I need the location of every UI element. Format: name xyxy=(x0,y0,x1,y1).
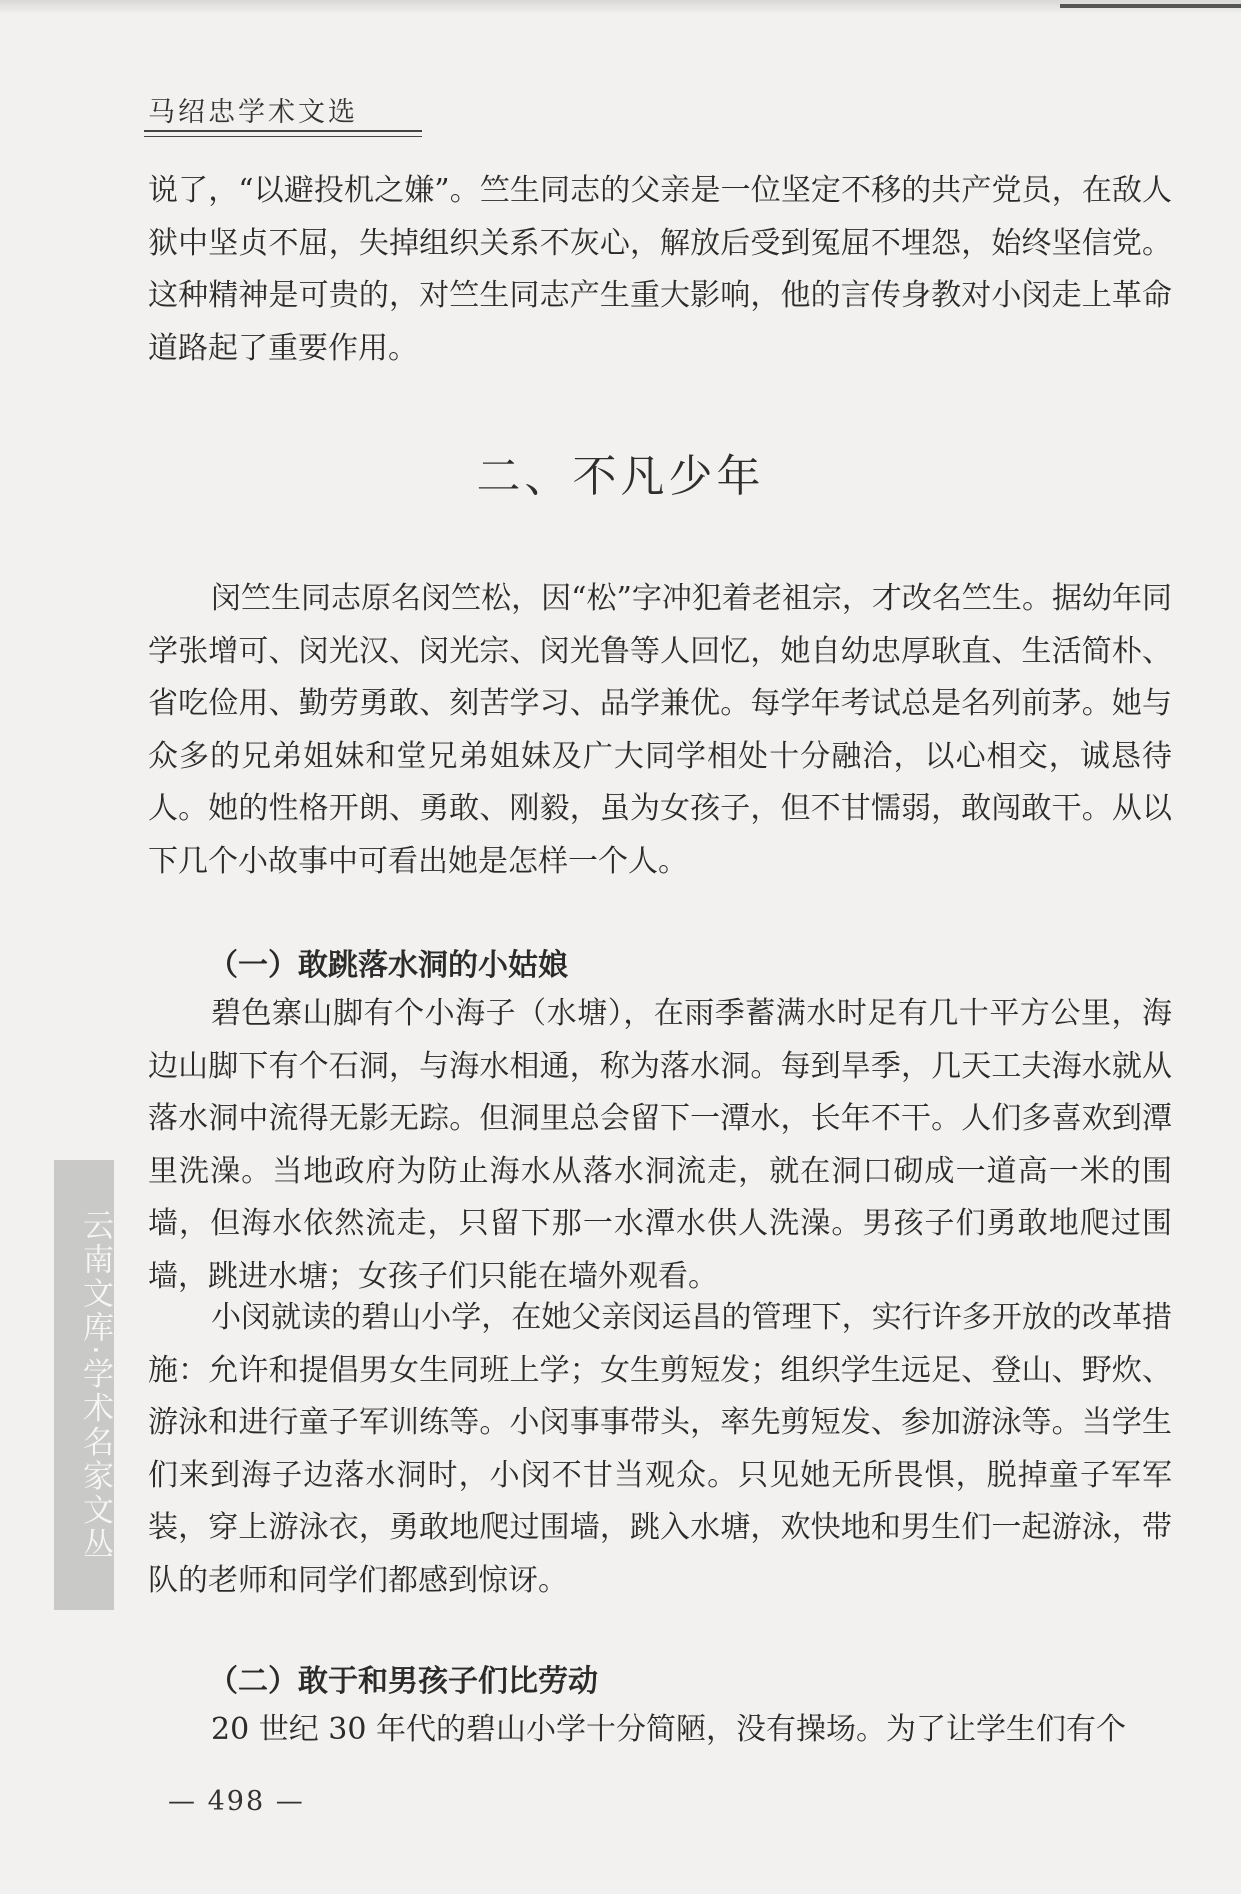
side-tab xyxy=(54,1160,114,1610)
page-top-shadow xyxy=(0,0,1241,14)
paragraph-intro: 闵竺生同志原名闵竺松，因“松”字冲犯着老祖宗，才改名竺生。据幼年同学张增可、闵光汉、闵光宗、闵光鲁等人回忆，她自幼忠厚耿直、生活简朴、省吃俭用、勤劳勇敢、刻苦学习、品学兼优。每学年考试总是名列前茅。她与众多的兄弟姐妹和堂兄弟姐妹及广大同学相处十分融洽，以心相交，诚恳待人。她的性格开朗、勇敢、刚毅，虽为女孩子，但不甘懦弱，敢闯敢干。从以下几个小故事中可看出她是怎样一个人。 xyxy=(148,581,1172,879)
section-title: 二、不凡少年 xyxy=(476,451,765,502)
header-rule xyxy=(144,130,422,132)
page-number: — 498 — xyxy=(168,1786,305,1817)
paragraph-story2: 20 世纪 30 年代的碧山小学十分简陋，没有操场。为了让学生们有个 xyxy=(211,1712,1126,1747)
subheading-1: （一）敢跳落水洞的小姑娘 xyxy=(208,948,568,983)
paragraph-story1-a: 碧色寨山脚有个小海子（水塘），在雨季蓄满水时足有几十平方公里，海边山脚下有个石洞，与海水相通，称为落水洞。每到旱季，几天工夫海水就从落水洞中流得无影无踪。但洞里总会留下一潭水，长年不干。人们多喜欢到潭里洗澡。当地政府为防止海水从落水洞流走，就在洞口砌成一道高一米的围墙，但海水依然流走，只留下那一水潭水供人洗澡。男孩子们勇敢地爬过围墙，跳进水塘；女孩子们只能在墙外观看。 xyxy=(148,996,1172,1294)
side-tab-text: 云南文库·学术名家文丛 xyxy=(77,1208,113,1562)
paragraph-continued: 说了，“以避投机之嫌”。竺生同志的父亲是一位坚定不移的共产党员，在敌人狱中坚贞不屈，失掉组织关系不灰心，解放后受到冤屈不埋怨，始终坚信党。这种精神是可贵的，对竺生同志产生重大影响，他的言传身教对小闵走上革命道路起了重要作用。 xyxy=(148,173,1172,366)
page-edge-mark xyxy=(1060,4,1241,8)
subheading-2: （二）敢于和男孩子们比劳动 xyxy=(208,1664,598,1699)
header-rule-thin xyxy=(144,136,422,137)
running-head: 马绍忠学术文选 xyxy=(148,97,358,128)
paragraph-story1-b: 小闵就读的碧山小学，在她父亲闵运昌的管理下，实行许多开放的改革措施：允许和提倡男女生同班上学；女生剪短发；组织学生远足、登山、野炊、游泳和进行童子军训练等。小闵事事带头，率先剪短发、参加游泳等。当学生们来到海子边落水洞时，小闵不甘当观众。只见她无所畏惧，脱掉童子军军装，穿上游泳衣，勇敢地爬过围墙，跳入水塘，欢快地和男生们一起游泳，带队的老师和同学们都感到惊讶。 xyxy=(148,1300,1172,1598)
